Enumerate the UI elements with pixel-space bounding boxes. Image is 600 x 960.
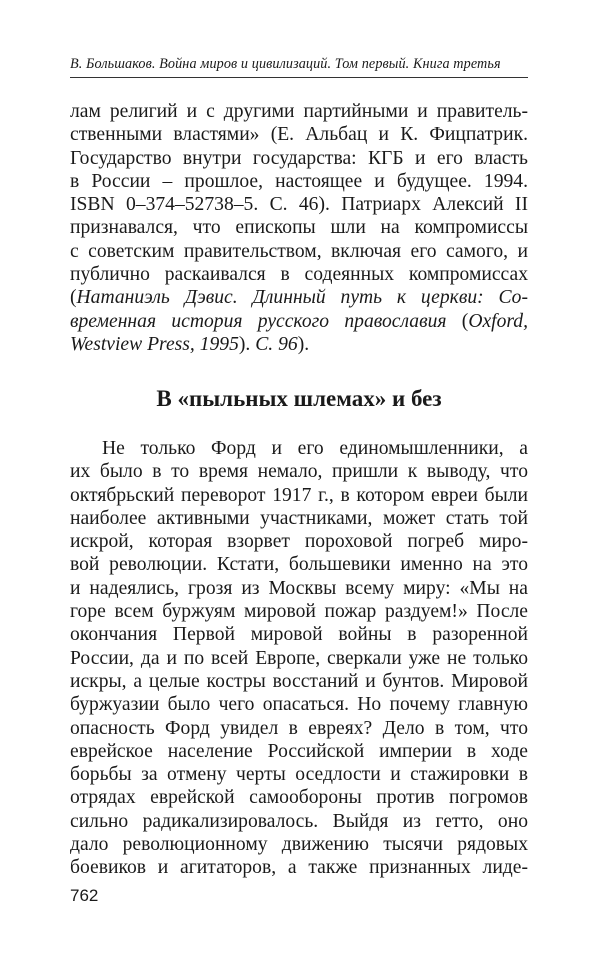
text-segment: ISBN 0–374–52738–5. С. 46). Патриарх Алексий II — [70, 194, 528, 216]
text-segment: временная история русского православия — [70, 310, 447, 332]
text-line: горе всем буржуям мировой пожар раздуем!» После — [70, 601, 528, 623]
text-line — [70, 286, 528, 309]
paragraph-body — [70, 437, 528, 880]
text-line — [70, 193, 528, 216]
text-line: искрой, которая взорвет пороховой погреб миро- — [70, 531, 528, 553]
text-line: еврейское население Российской империи в ходе — [70, 740, 528, 762]
text-segment: ). — [297, 333, 310, 355]
text-segment: Государство внутри государства: КГБ и его власть — [70, 147, 528, 169]
text-segment: Натаниэль Дэвис. Длинный путь к церкви: Со- — [76, 287, 528, 309]
text-segment: в России – прошлое, настоящее и будущее. 1994. — [70, 170, 528, 192]
text-line: опасность Форд увидел в евреях? Дело в том, что — [70, 717, 528, 739]
text-line: буржуазии было чего опасаться. Но почему главную — [70, 694, 528, 716]
text-line: и надеялись, грозя из Москвы всему миру: «Мы на — [70, 577, 528, 599]
text-line — [70, 216, 528, 239]
text-segment: с советским правительством, включая его самого, и — [70, 240, 528, 262]
text-line — [70, 123, 528, 146]
text-segment: ( — [70, 287, 77, 309]
section-title: В «пыльных шлемах» и без — [156, 386, 442, 411]
running-header: В. Большаков. Война миров и цивилизаций. Том первый. Книга третья — [70, 56, 528, 78]
text-segment: ственными властями» (Е. Альбац и К. Фицпатрик. — [70, 124, 528, 146]
text-line: борьбы за отмену черты оседлости и стажировки в — [70, 764, 528, 786]
text-line: искры, а целые костры восстаний и бунтов. Мировой — [70, 670, 528, 692]
text-segment: признавался, что епископы шли на компромиссы — [70, 217, 528, 239]
text-line: дало революционному движению тысячи рядовых — [70, 834, 528, 856]
text-line: боевиков и агитаторов, а также признанных лиде- — [70, 857, 528, 879]
text-segment: Westview Press, 1995 — [70, 333, 239, 355]
text-line — [70, 333, 528, 356]
text-line: вой революции. Кстати, большевики именно на это — [70, 554, 528, 576]
text-segment: Oxford, — [468, 310, 528, 332]
page-number: 762 — [70, 886, 99, 905]
text-line: отрядах еврейской самообороны против погромов — [70, 787, 528, 809]
text-segment: ). — [238, 333, 256, 355]
text-line: России, да и по всей Европе, сверкали уже не только — [70, 647, 528, 669]
text-line — [70, 240, 528, 263]
text-line: окончания Первой мировой войны в разоренной — [70, 624, 528, 646]
text-line — [70, 147, 528, 170]
text-line: сильно радикализировалось. Выйдя из гетто, оно — [70, 810, 528, 832]
text-line — [70, 310, 528, 333]
text-segment: публично раскаивался в содеянных компромиссах — [70, 264, 528, 286]
text-line: их было в то время немало, пришли к выводу, что — [70, 461, 528, 483]
text-segment: С. 96 — [255, 333, 298, 355]
text-line — [70, 100, 528, 123]
text-line: Не только Форд и его единомышленники, а — [102, 438, 528, 459]
paragraph-continued — [70, 100, 528, 356]
text-segment: ( — [446, 310, 469, 332]
text-line: наиболее активными участниками, может стать той — [70, 507, 528, 529]
text-segment: лам религий и с другими партийными и правитель- — [70, 101, 528, 122]
text-line — [70, 263, 528, 286]
text-line — [70, 170, 528, 193]
text-line: октябрьский переворот 1917 г., в котором евреи были — [70, 484, 528, 506]
